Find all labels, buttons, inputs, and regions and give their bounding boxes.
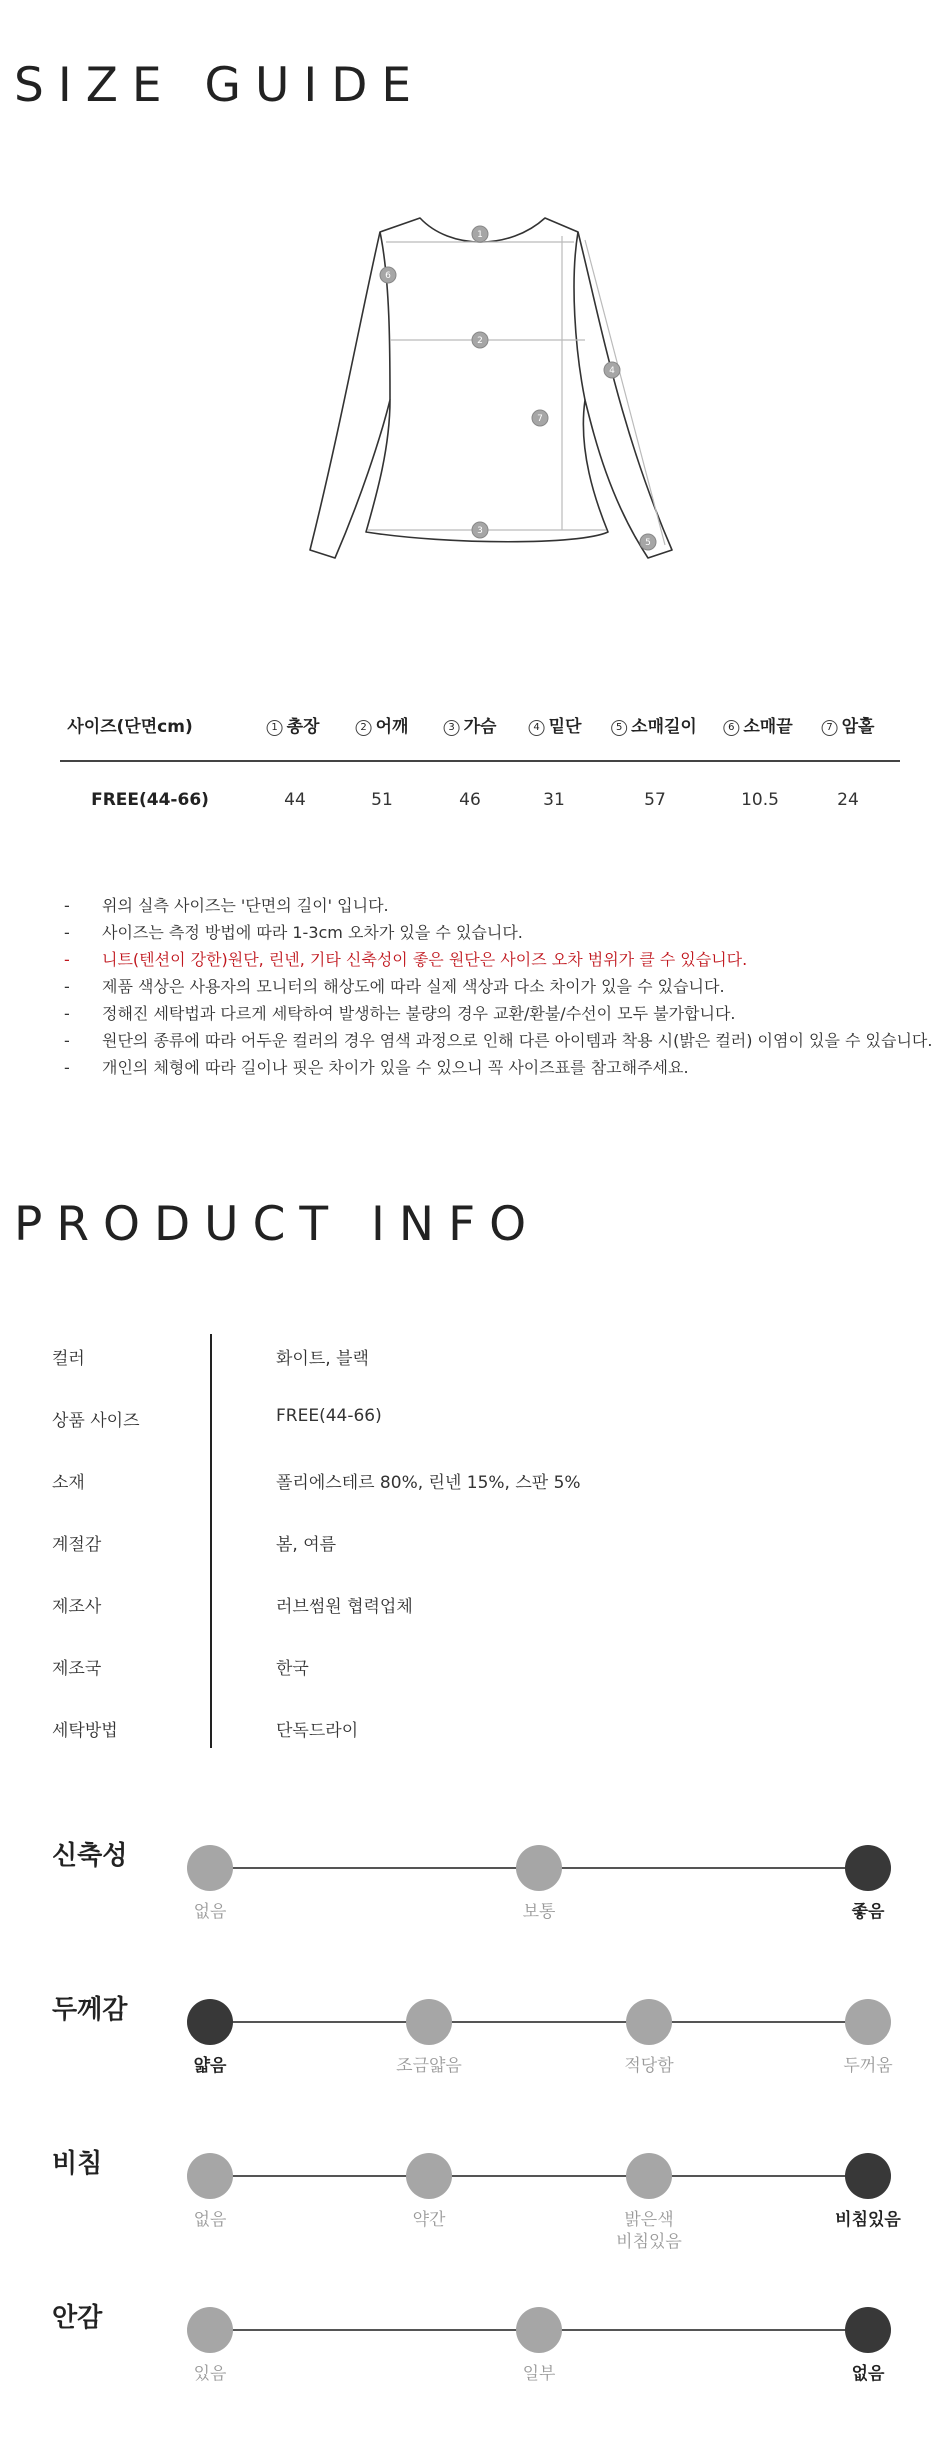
size-guide-title: SIZE GUIDE bbox=[14, 58, 426, 113]
info-label: 세탁방법 bbox=[52, 1721, 118, 1741]
list-item: - 원단의 종류에 따라 어두운 컬러의 경우 염색 과정으로 인해 다른 아이템과 착용 시(밝은 컬러) 이염이 있을 수 있습니다. bbox=[64, 1031, 933, 1050]
scale-dot-selected bbox=[187, 1999, 233, 2045]
diagram-label-5: 5 bbox=[645, 538, 651, 548]
scale-label: 밝은색 비침있음 bbox=[616, 2210, 682, 2252]
scale-label: 적당함 bbox=[624, 2056, 674, 2076]
scale-label-selected: 좋음 bbox=[851, 1902, 885, 1922]
list-item: - 위의 실측 사이즈는 '단면의 길이' 입니다. bbox=[64, 896, 389, 915]
info-value: 화이트, 블랙 bbox=[276, 1349, 369, 1369]
scale-sheerness bbox=[0, 2149, 950, 2283]
list-item: - 사이즈는 측정 방법에 따라 1-3cm 오차가 있을 수 있습니다. bbox=[64, 923, 523, 942]
scale-label: 없음 bbox=[193, 2210, 227, 2230]
size-table bbox=[60, 700, 900, 810]
scale-track bbox=[210, 2175, 868, 2177]
scale-dot-selected bbox=[845, 2153, 891, 2199]
scale-dot bbox=[626, 1999, 672, 2045]
scale-dot bbox=[187, 1845, 233, 1891]
scale-title: 비침 bbox=[52, 2149, 103, 2179]
size-header-label: 사이즈(단면cm) bbox=[67, 717, 193, 737]
scale-dot bbox=[626, 2153, 672, 2199]
size-value-cell: 51 bbox=[371, 790, 393, 810]
scale-dot bbox=[516, 1845, 562, 1891]
size-table-divider bbox=[60, 760, 900, 762]
diagram-label-3: 3 bbox=[477, 526, 483, 536]
scale-dot bbox=[845, 1999, 891, 2045]
info-label: 제조사 bbox=[52, 1597, 102, 1617]
scale-lining bbox=[0, 2303, 950, 2437]
list-item-warning: - 니트(텐션이 강한)원단, 린넨, 기타 신축성이 좋은 원단은 사이즈 오차 범위가 클 수 있습니다. bbox=[64, 950, 748, 969]
scale-label-selected: 없음 bbox=[851, 2364, 885, 2384]
list-item: - 개인의 체형에 따라 길이나 핏은 차이가 있을 수 있으니 꼭 사이즈표를 참고해주세요. bbox=[64, 1058, 689, 1077]
size-notes bbox=[64, 892, 933, 1081]
size-value-cell: 46 bbox=[459, 790, 481, 810]
scale-dot bbox=[516, 2307, 562, 2353]
info-row-season bbox=[52, 1530, 912, 1560]
size-header-shoulder: 2 어깨 bbox=[356, 712, 409, 737]
scale-label: 조금얇음 bbox=[396, 2056, 462, 2076]
size-name-cell: FREE(44-66) bbox=[91, 790, 209, 810]
info-row-manufacturer bbox=[52, 1592, 912, 1622]
scale-label: 약간 bbox=[412, 2210, 446, 2230]
size-header-hem: 4 밑단 bbox=[529, 712, 582, 737]
size-header-chest: 3 가슴 bbox=[444, 712, 497, 737]
info-value: 봄, 여름 bbox=[276, 1535, 337, 1555]
scale-label: 있음 bbox=[193, 2364, 227, 2384]
diagram-label-7: 7 bbox=[537, 414, 543, 424]
scale-label: 없음 bbox=[193, 1902, 227, 1922]
size-header-armhole: 7 암홀 bbox=[822, 712, 875, 737]
diagram-label-4: 4 bbox=[609, 366, 615, 376]
info-row-color bbox=[52, 1344, 912, 1374]
scale-label-selected: 얇음 bbox=[193, 2056, 227, 2076]
info-label: 소재 bbox=[52, 1473, 85, 1493]
diagram-label-1: 1 bbox=[477, 230, 483, 240]
size-header-cuff: 6 소매끝 bbox=[723, 712, 792, 737]
size-value-cell: 57 bbox=[644, 790, 666, 810]
scale-label: 일부 bbox=[522, 2364, 556, 2384]
diagram-label-6: 6 bbox=[385, 271, 391, 281]
scale-dot bbox=[187, 2307, 233, 2353]
scale-title: 두께감 bbox=[52, 1995, 128, 2025]
garment-diagram bbox=[280, 200, 680, 580]
product-info-table bbox=[52, 1334, 912, 1760]
scale-dot-selected bbox=[845, 2307, 891, 2353]
list-item: - 제품 색상은 사용자의 모니터의 해상도에 따라 실제 색상과 다소 차이가 있을 수 있습니다. bbox=[64, 977, 725, 996]
size-table-header bbox=[60, 700, 900, 760]
scale-thickness bbox=[0, 1995, 950, 2129]
scale-stretch bbox=[0, 1841, 950, 1975]
info-label: 상품 사이즈 bbox=[52, 1411, 140, 1431]
scale-dot bbox=[406, 2153, 452, 2199]
size-value-cell: 44 bbox=[284, 790, 306, 810]
size-value-cell: 10.5 bbox=[741, 790, 779, 810]
info-row-washing bbox=[52, 1716, 912, 1746]
scale-dot bbox=[406, 1999, 452, 2045]
info-value: 단독드라이 bbox=[276, 1721, 359, 1741]
size-header-sleeve-length: 5 소매길이 bbox=[611, 712, 697, 737]
info-label: 계절감 bbox=[52, 1535, 102, 1555]
scale-label-selected: 비침있음 bbox=[835, 2210, 901, 2230]
scale-track bbox=[210, 2021, 868, 2023]
diagram-label-2: 2 bbox=[477, 336, 483, 346]
table-row bbox=[60, 790, 900, 830]
info-value: FREE(44-66) bbox=[276, 1406, 382, 1426]
size-value-cell: 24 bbox=[837, 790, 859, 810]
size-value-cell: 31 bbox=[543, 790, 565, 810]
info-label: 컬러 bbox=[52, 1349, 85, 1369]
info-row-country bbox=[52, 1654, 912, 1684]
info-row-size bbox=[52, 1406, 912, 1436]
scale-dot-selected bbox=[845, 1845, 891, 1891]
info-value: 한국 bbox=[276, 1659, 309, 1679]
scale-dot bbox=[187, 2153, 233, 2199]
size-header-length: 1 총장 bbox=[267, 712, 320, 737]
scale-label: 두꺼움 bbox=[843, 2056, 893, 2076]
info-value: 러브썸원 협력업체 bbox=[276, 1597, 413, 1617]
scale-title: 신축성 bbox=[52, 1841, 128, 1871]
scale-label: 보통 bbox=[522, 1902, 556, 1922]
info-row-material bbox=[52, 1468, 912, 1498]
list-item: - 정해진 세탁법과 다르게 세탁하여 발생하는 불량의 경우 교환/환불/수선이 모두 불가합니다. bbox=[64, 1004, 736, 1023]
scale-title: 안감 bbox=[52, 2303, 103, 2333]
info-label: 제조국 bbox=[52, 1659, 102, 1679]
info-value: 폴리에스테르 80%, 린넨 15%, 스판 5% bbox=[276, 1473, 581, 1493]
product-info-title: PRODUCT INFO bbox=[14, 1197, 541, 1252]
